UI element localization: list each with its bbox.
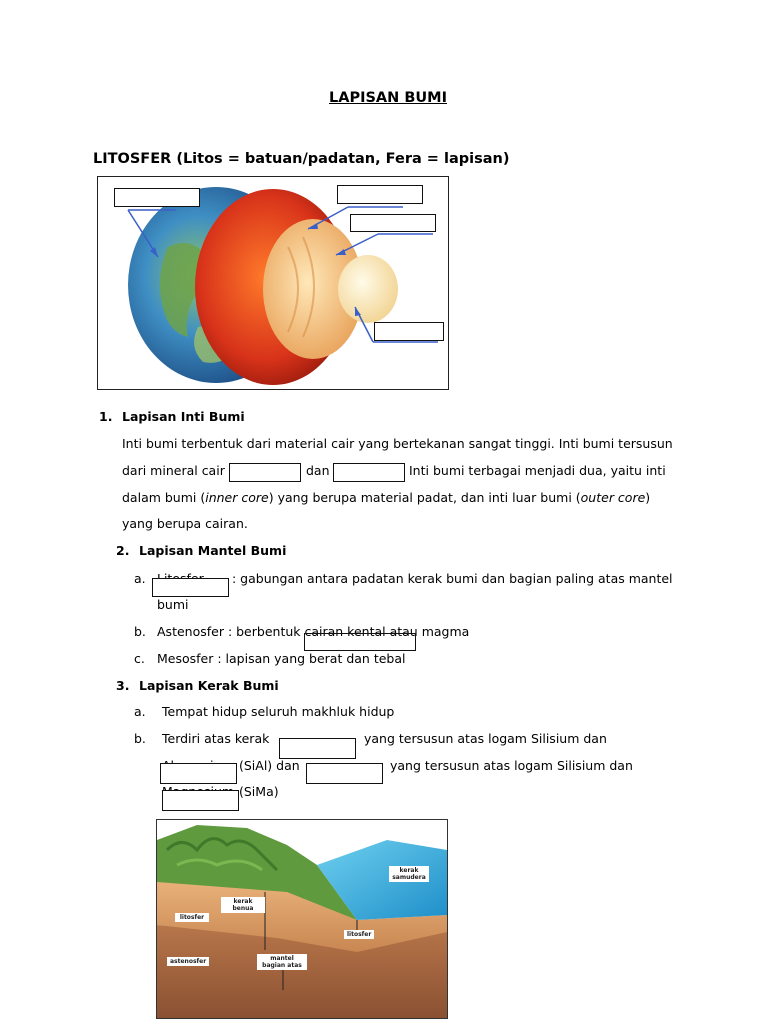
blank-mineral-1[interactable]	[229, 463, 301, 482]
section1-line2b: dan	[306, 463, 330, 478]
label-kerak-samudera: kerak samudera	[389, 866, 429, 882]
label-kerak-benua: kerak benua	[221, 897, 265, 913]
section3-b-letter: b.	[134, 731, 146, 746]
label-blank-inner-core[interactable]	[374, 322, 444, 341]
label-litosfer-left: litosfer	[175, 913, 209, 922]
blank-kerak-samudera[interactable]	[306, 763, 383, 784]
label-litosfer-right: litosfer	[344, 930, 374, 939]
section3-b-text3: (SiAl) dan	[239, 758, 300, 773]
section1-number: 1.	[99, 409, 113, 424]
section3-number: 3.	[116, 678, 130, 693]
section2-b-text: Astenosfer : berbentuk cairan kental atau magma	[157, 624, 470, 639]
label-blank-crust[interactable]	[114, 188, 200, 207]
section2-a-letter: a.	[134, 571, 146, 586]
section1-line4: yang berupa cairan.	[122, 516, 248, 531]
section2-c-letter: c.	[134, 651, 145, 666]
section3-b-text2: yang tersusun atas logam Silisium dan	[364, 731, 607, 746]
blank-cairan-kental[interactable]	[304, 633, 416, 651]
section1-line1: Inti bumi terbentuk dari material cair yang bertekanan sangat tinggi. Inti bumi tersusun	[122, 436, 673, 451]
section1-line2c: Inti bumi terbagai menjadi dua, yaitu inti	[409, 463, 666, 478]
section1-line3: dalam bumi (inner core) yang berupa material padat, dan inti luar bumi (outer core)	[122, 490, 651, 505]
blank-mineral-2[interactable]	[333, 463, 405, 482]
label-mantel-bagian-atas: mantel bagian atas	[257, 954, 307, 970]
section3-heading: Lapisan Kerak Bumi	[139, 678, 279, 693]
section1-heading: Lapisan Inti Bumi	[122, 409, 245, 424]
section2-c-text: Mesosfer : lapisan yang berat dan tebal	[157, 651, 406, 666]
section3-b-text1: Terdiri atas kerak	[162, 731, 270, 746]
section2-b-letter: b.	[134, 624, 146, 639]
section3-a-letter: a.	[134, 704, 146, 719]
page-title: LAPISAN BUMI	[329, 90, 447, 106]
section3-b-text5: (SiMa)	[239, 784, 279, 799]
section2-a-text: : gabungan antara padatan kerak bumi dan bagian paling atas mantel	[232, 571, 673, 586]
section1-line2a: dari mineral cair	[122, 463, 225, 478]
subtitle: LITOSFER (Litos = batuan/padatan, Fera = lapisan)	[93, 151, 510, 167]
section2-number: 2.	[116, 543, 130, 558]
crust-block-figure	[156, 819, 448, 1019]
earth-layers-figure	[97, 176, 449, 390]
blank-alumunium[interactable]	[160, 763, 237, 784]
blank-magnesium[interactable]	[162, 790, 239, 811]
blank-litosfer[interactable]	[152, 578, 229, 597]
earth-layers-illustration	[98, 177, 448, 389]
label-astenosfer: astenosfer	[167, 957, 209, 966]
label-blank-mantle[interactable]	[337, 185, 423, 204]
section3-b-text4: yang tersusun atas logam Silisium dan	[390, 758, 633, 773]
section3-a-text: Tempat hidup seluruh makhluk hidup	[162, 704, 395, 719]
section2-heading: Lapisan Mantel Bumi	[139, 543, 287, 558]
label-blank-outer-core[interactable]	[350, 214, 436, 232]
blank-kerak-benua[interactable]	[279, 738, 356, 759]
section2-a-text2: bumi	[157, 597, 189, 612]
